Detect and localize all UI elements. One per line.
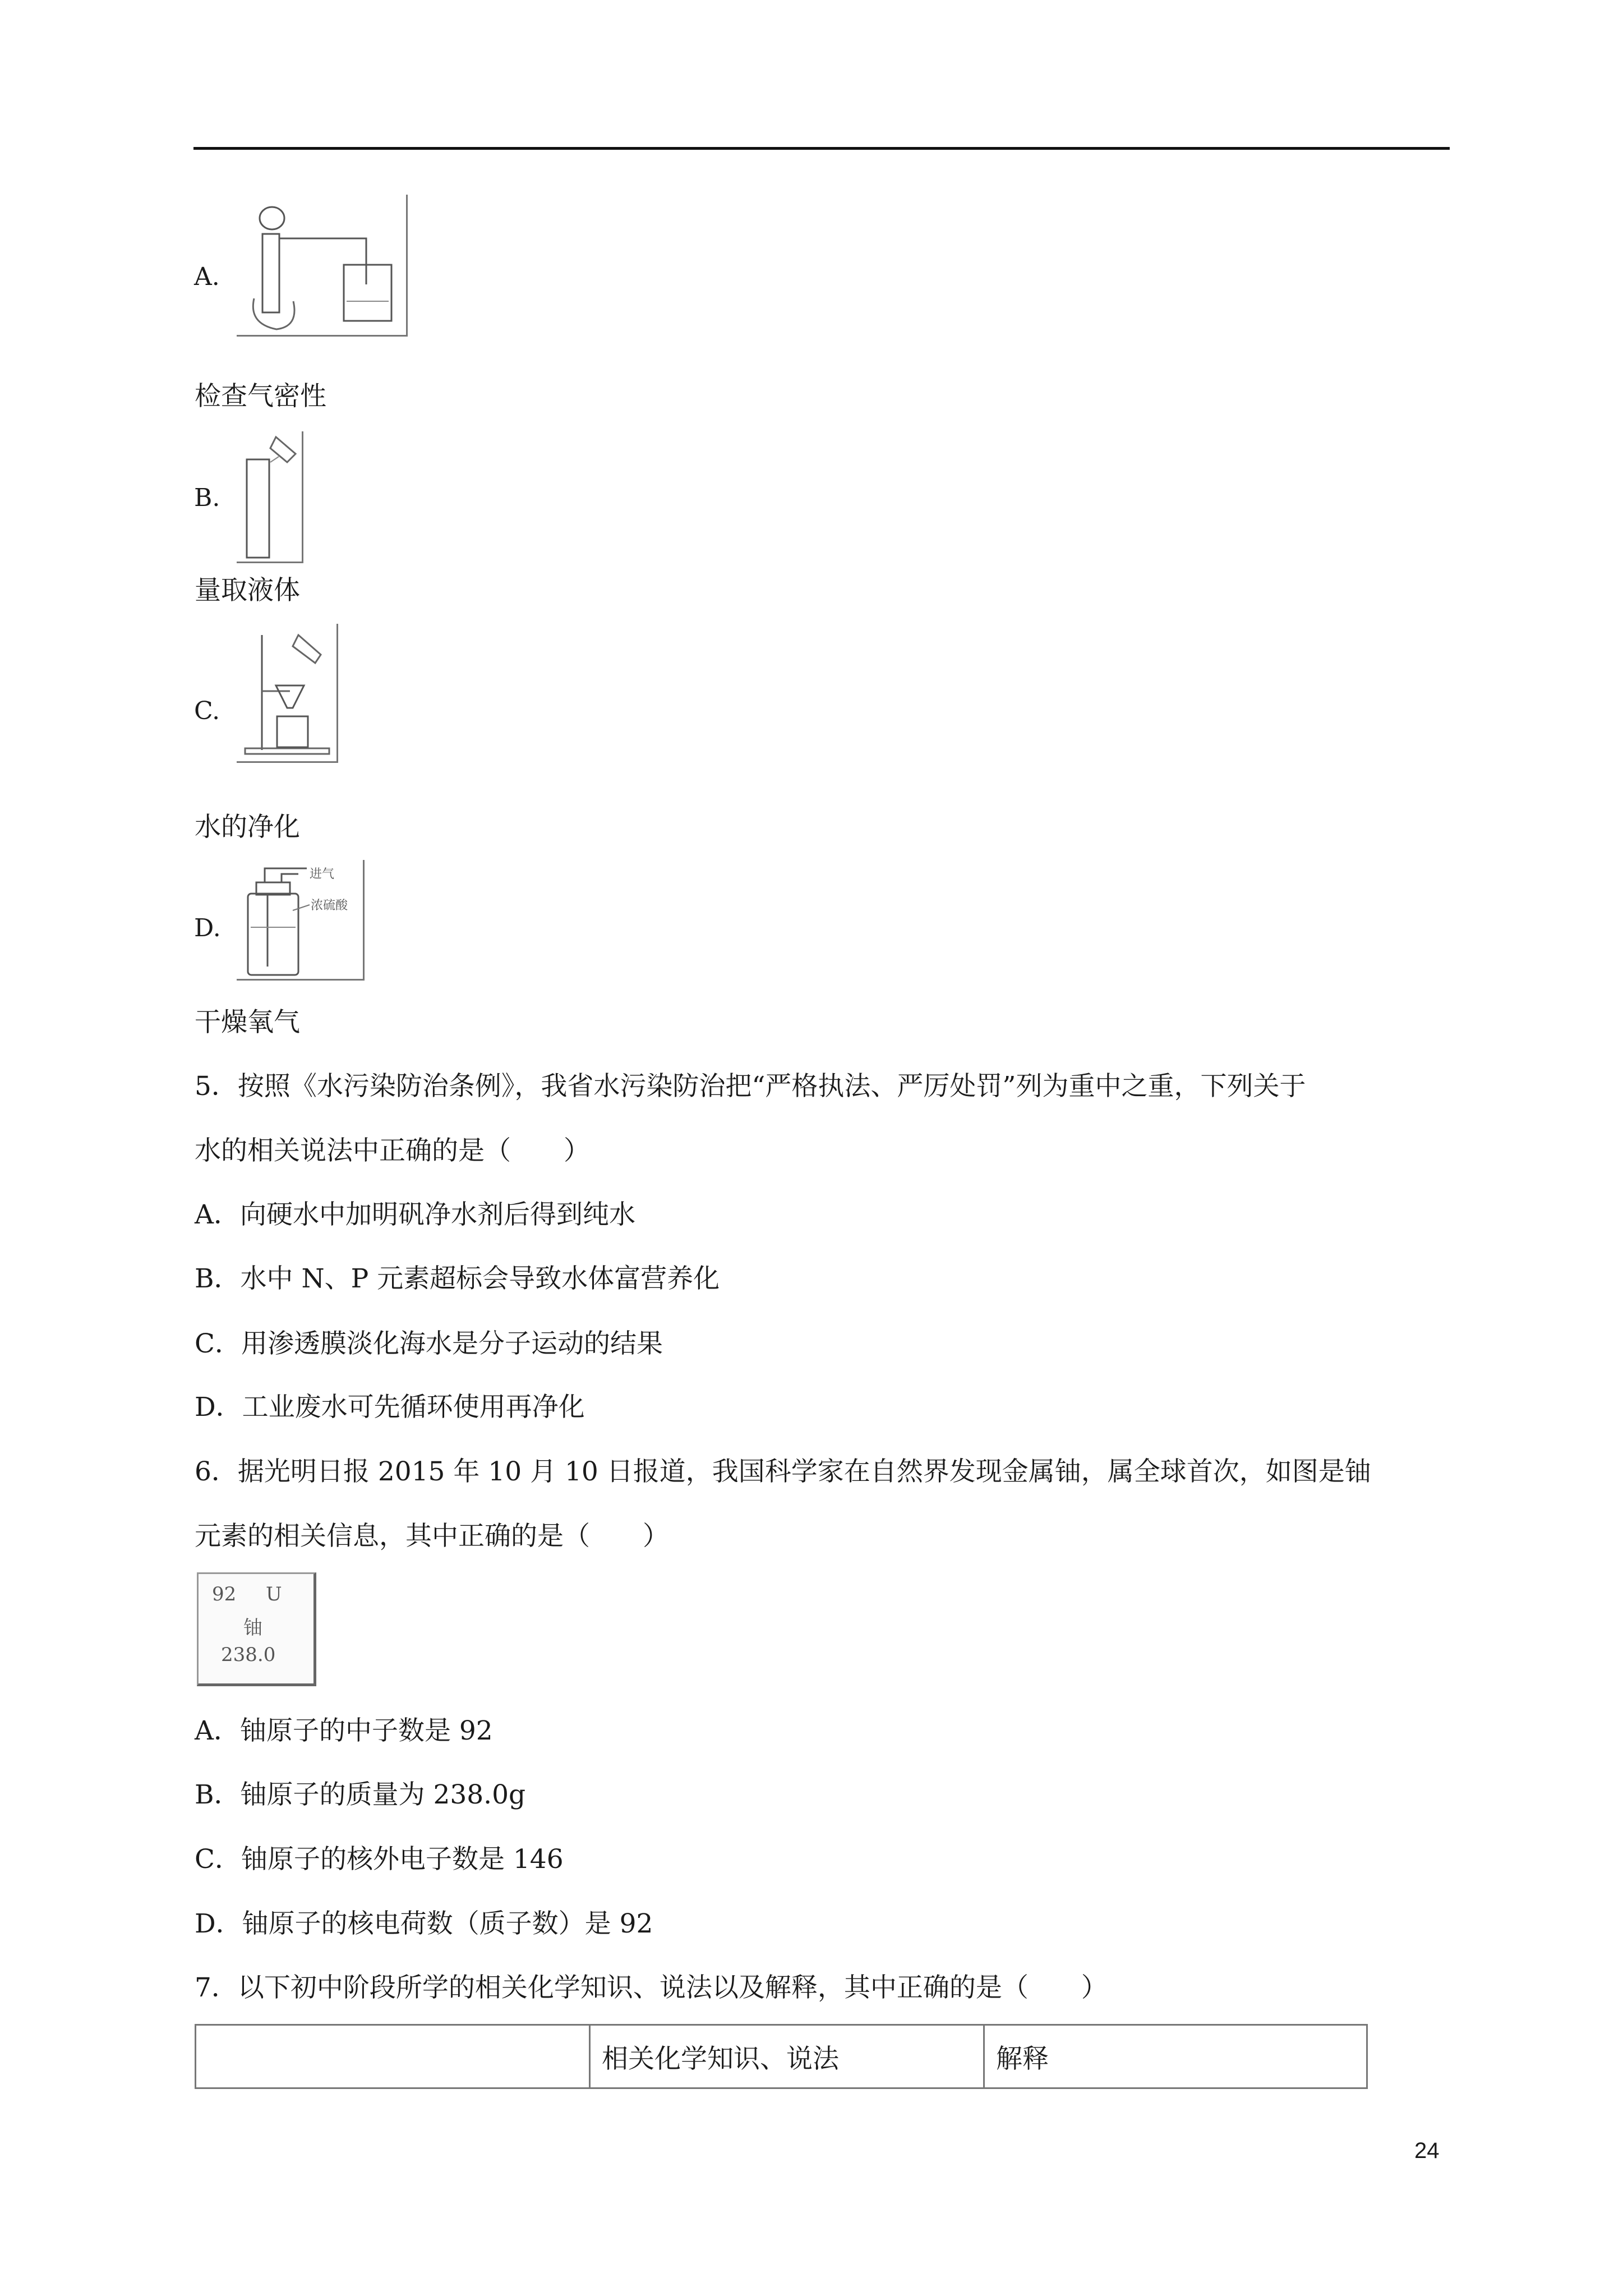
q6-option-a: A．铀原子的中子数是 92 xyxy=(195,1715,493,1746)
q4-option-b-letter: B. xyxy=(194,484,220,512)
q6-stem-line2: 元素的相关信息，其中正确的是（ ） xyxy=(195,1521,669,1552)
table-header-cell xyxy=(196,2025,590,2088)
graduated-cylinder-pouring-icon xyxy=(237,431,303,563)
inlet-label: 进气 xyxy=(310,867,335,881)
acid-label: 浓硫酸 xyxy=(311,899,348,913)
filtration-apparatus-icon xyxy=(237,624,338,763)
q6-stem-line1: 6．据光明日报 2015 年 10 月 10 日报道，我国科学家在自然界发现金属铀，属全球首次，如图是铀 xyxy=(195,1456,1371,1487)
q4-option-d-caption: 干燥氧气 xyxy=(195,1007,300,1038)
element-card-uranium xyxy=(197,1572,316,1686)
element-symbol: U xyxy=(266,1583,282,1605)
q5-option-c: C．用渗透膜淡化海水是分子运动的结果 xyxy=(195,1328,663,1359)
element-mass: 238.0 xyxy=(221,1644,276,1666)
element-atomic-number: 92 xyxy=(212,1583,237,1605)
q6-option-d: D．铀原子的核电荷数（质子数）是 92 xyxy=(195,1908,653,1939)
q5-stem-line1: 5．按照《水污染防治条例》，我省水污染防治把“严格执法、严厉处罚”列为重中之重，下列关于 xyxy=(195,1071,1306,1102)
element-name: 铀 xyxy=(243,1617,262,1639)
q5-option-b: B．水中 N、P 元素超标会导致水体富营养化 xyxy=(195,1263,720,1294)
q5-option-a: A．向硬水中加明矾净水剂后得到纯水 xyxy=(195,1199,635,1230)
table-header-cell: 解释 xyxy=(984,2025,1367,2088)
q7-table xyxy=(195,2024,1368,2089)
q7-stem: 7．以下初中阶段所学的相关化学知识、说法以及解释，其中正确的是（ ） xyxy=(195,1972,1108,2003)
q6-option-b: B．铀原子的质量为 238.0g xyxy=(195,1779,526,1810)
q4-option-a-letter: A. xyxy=(194,263,220,291)
table-row xyxy=(196,2025,1367,2088)
q4-option-a-caption: 检查气密性 xyxy=(195,381,326,412)
q4-option-c-letter: C. xyxy=(194,697,220,725)
airtightness-check-apparatus-icon xyxy=(237,195,408,337)
q4-option-b-caption: 量取液体 xyxy=(195,575,300,606)
gas-washing-bottle-icon xyxy=(237,860,365,981)
q6-option-c: C．铀原子的核外电子数是 146 xyxy=(195,1844,564,1875)
page-number: 24 xyxy=(1414,2138,1440,2163)
header-rule xyxy=(193,147,1450,150)
q4-option-c-caption: 水的净化 xyxy=(195,812,300,843)
q5-option-d: D．工业废水可先循环使用再净化 xyxy=(195,1392,585,1423)
table-header-cell: 相关化学知识、说法 xyxy=(590,2025,984,2088)
q4-option-d-letter: D. xyxy=(194,914,221,942)
q5-stem-line2: 水的相关说法中正确的是（ ） xyxy=(195,1135,590,1166)
